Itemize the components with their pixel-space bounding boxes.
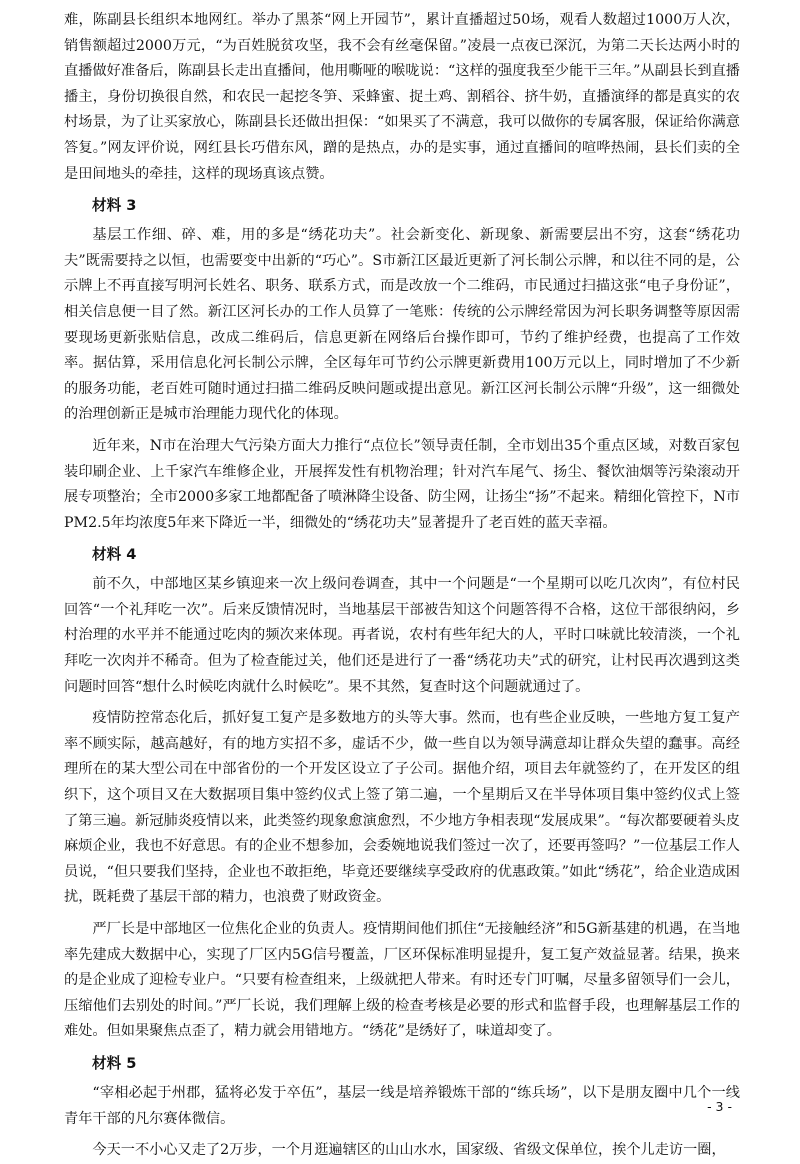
material-3-paragraph-1: 基层工作细、碎、难，用的多是“绣花功夫”。社会新变化、新现象、新需要层出不穷，这套“绣花功夫”既需要持之以恒，也需要变中出新的“巧心”。S市新江区最近更新了河长制公示牌，和以往不同的是，公示牌上不再直接写明河长姓名、职务、联系方式，而是改放一个二维码，市民通过扫描这张“电子身份证”，相关信息便一目了然。新江区河长办的工作人员算了一笔账：传统的公示牌经常因为河长职务调整等原因需要现场更新张贴信息，改成二维码后，信息更新在网络后台操作即可，节约了维护经费，也提高了工作效率。据估算，采用信息化河长制公示牌，全区每年可节约公示牌更新费用100万元以上，同时增加了不少新的服务功能，老百姓可随时通过扫描二维码反映问题或提出意见。新江区河长制公示牌“升级”，这一细微处的治理创新正是城市治理能力现代化的体现。 (64, 227, 740, 423)
material-5-paragraph-2: 今天一不小心又走了2万步，一个月逛遍辖区的山山水水，国家级、省级文保单位，挨个儿走访一圈， (92, 1142, 726, 1159)
material-4-heading: 材料 4 (92, 546, 137, 564)
material-5-paragraph-1: “宰相必起于州郡，猛将必发于卒伍”，基层一线是培养锻炼干部的“练兵场”，以下是朋友圈中几个一线青年干部的凡尔赛体微信。 (64, 1084, 740, 1127)
material-4-paragraph-2: 疫情防控常态化后，抓好复工复产是多数地方的头等大事。然而，也有些企业反映，一些地方复工复产率不顾实际，越高越好，有的地方实招不多，虚话不少，做一些自以为领导满意却让群众失望的蠢事。高经理所在的某大型公司在中部省份的一个开发区设立了子公司。据他介绍，项目去年就签约了，在开发区的组织下，这个项目又在大数据项目集中签约仪式上签了第二遍，一个星期后又在半导体项目集中签约仪式上签了第三遍。新冠肺炎疫情以来，此类签约现象愈演愈烈，不少地方争相表现“发展成果”。“每次都要硬着头皮麻烦企业，我也不好意思。有的企业不想参加，会委婉地说我们签过一次了，还要再签吗？”一位基层工作人员说，“但只要我们坚持，企业也不敢拒绝，毕竟还要继续享受政府的优惠政策。”如此“绣花”，给企业造成困扰，既耗费了基层干部的精力，也浪费了财政资金。 (64, 710, 740, 906)
material-3-paragraph-2: 近年来，N市在治理大气污染方面大力推行“点位长”领导责任制，全市划出35个重点区域，对数百家包装印刷企业、上千家汽车维修企业，开展挥发性有机物治理；针对汽车尾气、扬尘、餐饮油烟等污染滚动开展专项整治；全市2000多家工地都配备了喷淋降尘设备、防尘网，让扬尘“扬”不起来。精细化管控下，N市PM2.5年均浓度5年来下降近一半，细微处的“绣花功夫”显著提升了老百姓的蓝天幸福。 (64, 437, 740, 531)
page-number: - 3 - (707, 1099, 732, 1114)
document-body (64, 8, 740, 1164)
material-3-heading: 材料 3 (92, 197, 137, 215)
paragraph-continuation: 难，陈副县长组织本地网红。举办了黑茶“网上开园节”，累计直播超过50场，观看人数超过1000万人次，销售额超过2000万元，“为百姓脱贫攻坚，我不会有丝毫保留。”凌晨一点夜已深沉，为第二天长达两小时的直播做好准备后，陈副县长走出直播间，他用嘶哑的喉咙说：“这样的强度我至少能干三年。”从副县长到直播播主，身份切换很自然，和农民一起挖冬笋、采蜂蜜、捉土鸡、割稻谷、挤牛奶，直播演绎的都是真实的农村场景，为了让买家放心，陈副县长还做出担保：“如果买了不满意，我可以做你的专属客服，保证给你满意答复。”网友评价说，网红县长巧借东风，蹭的是热点，办的是实事，通过直播间的喧哗热闹，县长们卖的全是田间地头的牵挂，这样的现场真该点赞。 (64, 12, 740, 182)
material-4-paragraph-3: 严厂长是中部地区一位焦化企业的负责人。疫情期间他们抓住“无接触经济”和5G新基建的机遇，在当地率先建成大数据中心，实现了厂区内5G信号覆盖，厂区环保标准明显提升，复工复产效益显著。结果，换来的是企业成了迎检专业户。“只要有检查组来，上级就把人带来。有时还专门叮嘱，尽量多留领导们一会儿，压缩他们去别处的时间。”严厂长说，我们理解上级的检查考核是必要的形式和监督手段，也理解基层工作的难处。但如果聚焦点歪了，精力就会用错地方。“绣花”是绣好了，味道却变了。 (64, 921, 740, 1040)
material-4-paragraph-1: 前不久，中部地区某乡镇迎来一次上级问卷调查，其中一个问题是“一个星期可以吃几次肉”，有位村民回答“一个礼拜吃一次”。后来反馈情况时，当地基层干部被告知这个问题答得不合格，这位干部很纳闷，乡村治理的水平并不能通过吃肉的频次来体现。再者说，农村有些年纪大的人，平时口味就比较清淡，一个礼拜吃一次肉并不稀奇。但为了检查能过关，他们还是进行了一番“绣花功夫”式的研究，让村民再次遇到这类问题时回答“想什么时候吃肉就什么时候吃”。果不其然，复查时这个问题就通过了。 (64, 576, 740, 695)
material-5-heading: 材料 5 (92, 1054, 137, 1072)
